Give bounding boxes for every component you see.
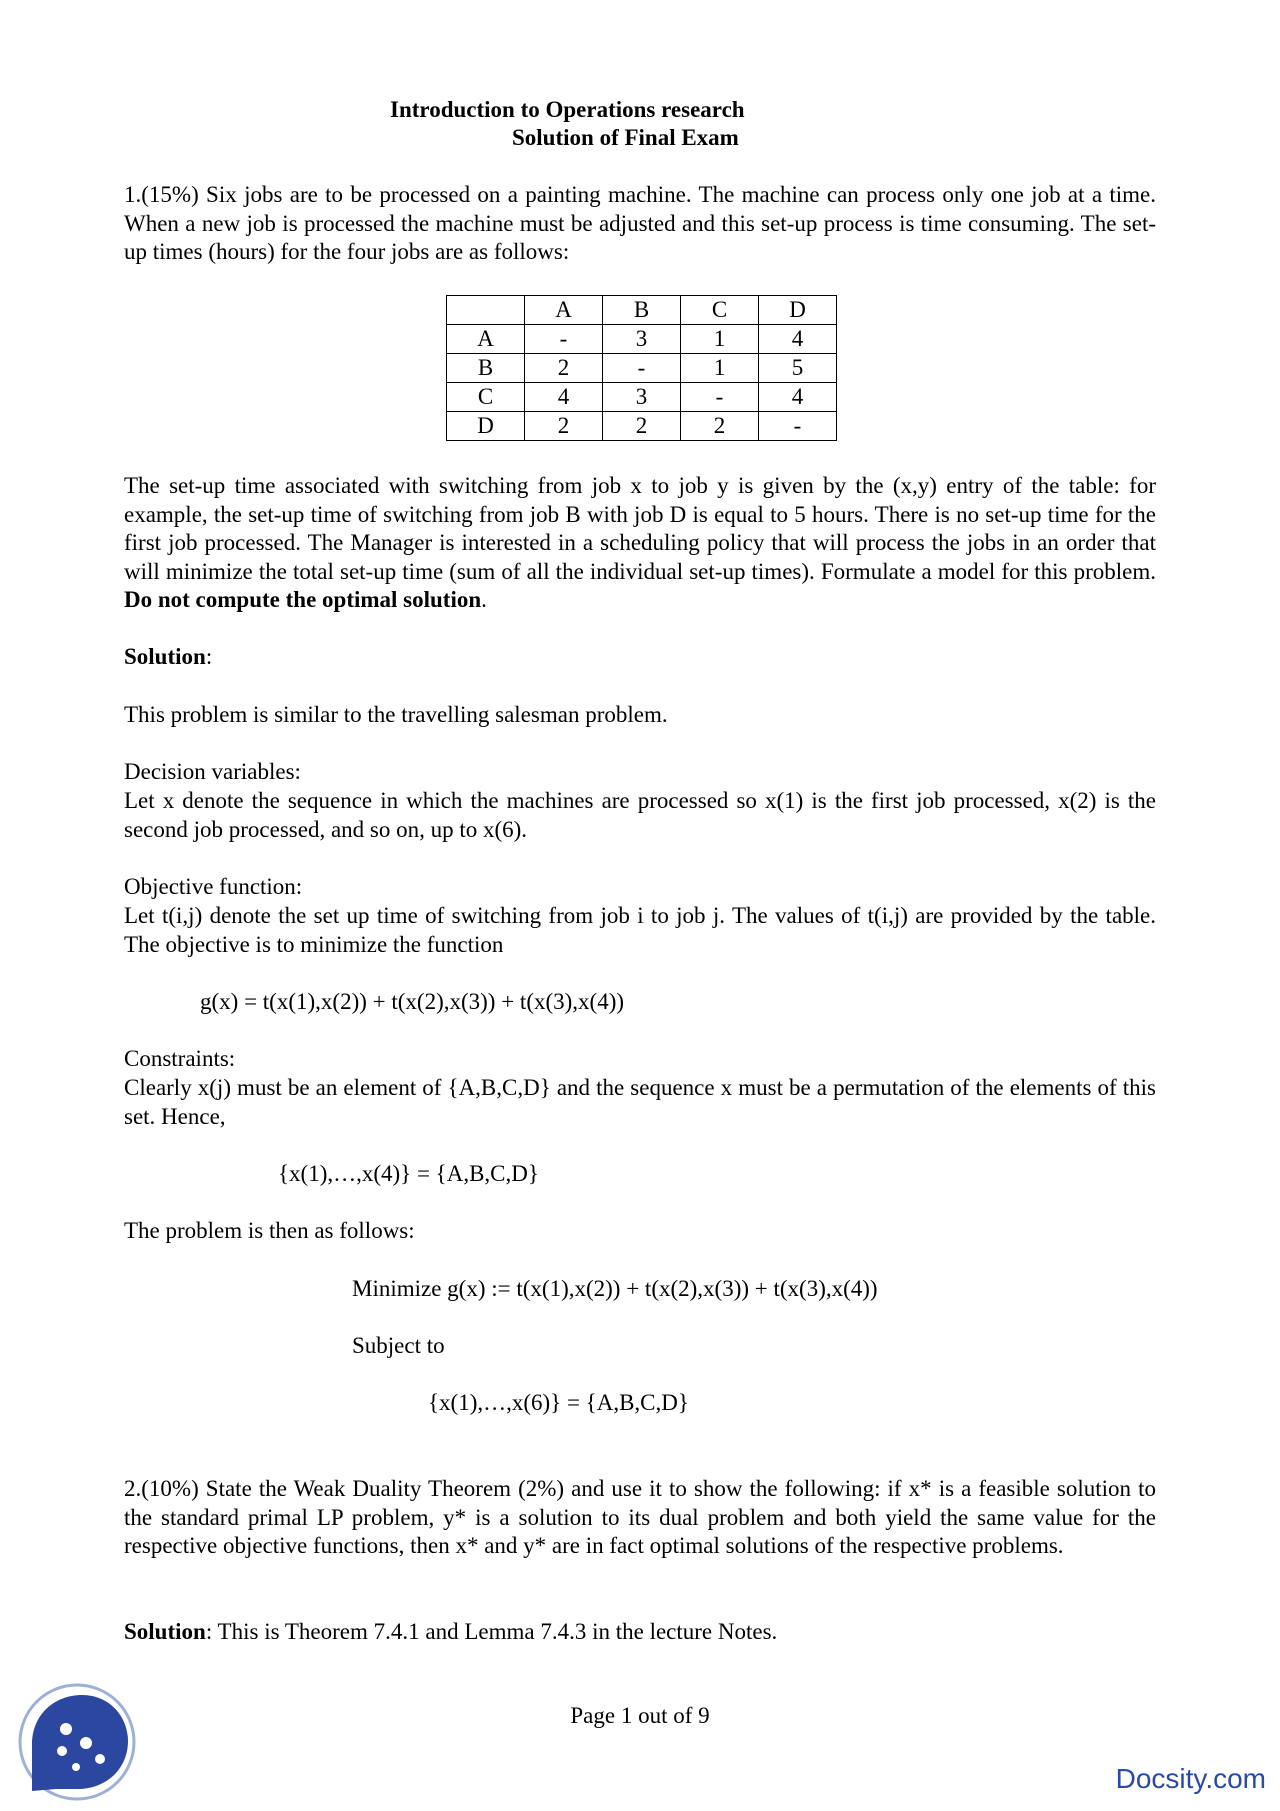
description-text: The set-up time associated with switching from job x to job y is given by the (x,y) entry of the table: for example, the set-up time of switching from job B with job D is equal to 5 hours. There is no set-up time for the first job processed. The Manager is interested in a scheduling policy that will process the jobs in an order that will minimize the total set-up time (sum of all the individual set-up times). Formulate a model for this problem. (124, 473, 1156, 584)
solution-colon: : (205, 644, 213, 669)
table-cell: 4 (759, 325, 837, 354)
table-cell: 5 (759, 354, 837, 383)
table-row (447, 354, 837, 383)
docsity-brand-link[interactable]: Docsity.com (1115, 1763, 1266, 1794)
docsity-logo-icon[interactable] (18, 1683, 136, 1801)
objective-formula: g(x) = t(x(1),x(2)) + t(x(2),x(3)) + t(x(3),x(4)) (200, 989, 625, 1014)
table-header-row (447, 296, 837, 325)
table-cell: 3 (603, 325, 681, 354)
table-cell: 4 (759, 383, 837, 412)
constraints-text: Clearly x(j) must be an element of {A,B,C,D} and the sequence x must be a permutation of the elements of this set. Hence, (124, 1075, 1156, 1129)
table-cell: - (681, 383, 759, 412)
table-header-cell: D (759, 296, 837, 325)
table-header-cell (447, 296, 525, 325)
table-cell: - (603, 354, 681, 383)
table-cell: 4 (525, 383, 603, 412)
question-1-description (124, 472, 1156, 615)
problem-intro: The problem is then as follows: (124, 1218, 415, 1243)
constraint-formula: {x(1),…,x(4)} = {A,B,C,D} (278, 1161, 539, 1186)
table-row-label: B (447, 354, 525, 383)
minimize-formula: Minimize g(x) := t(x(1),x(2)) + t(x(2),x(3)) + t(x(3),x(4)) (352, 1276, 878, 1301)
objective-text: Let t(i,j) denote the set up time of switching from job i to job j. The values of t(i,j) are provided by the table. The objective is to minimize the function (124, 903, 1156, 957)
table-header-cell: B (603, 296, 681, 325)
table-cell: 1 (681, 325, 759, 354)
table-row-label: D (447, 412, 525, 441)
table-cell: 2 (525, 412, 603, 441)
emphasis-text: Do not compute the optimal solution (124, 587, 482, 612)
similar-problem-text: This problem is similar to the travelling salesman problem. (124, 702, 668, 727)
table-row (447, 412, 837, 441)
question-1-intro: 1.(15%) Six jobs are to be processed on a painting machine. The machine can process only one job at a time. When a new job is processed the machine must be adjusted and this set-up process is time consuming. The set-up times (hours) for the four jobs are as follows: (124, 182, 1156, 264)
subject-to-label: Subject to (352, 1333, 445, 1358)
decision-variables-text: Let x denote the sequence in which the machines are processed so x(1) is the first job processed, x(2) is the second job processed, and so on, up to x(6). (124, 788, 1156, 842)
table-row-label: C (447, 383, 525, 412)
document-subtitle: Solution of Final Exam (512, 125, 739, 150)
decision-variables-heading: Decision variables: (124, 759, 301, 784)
setup-times-table (446, 295, 837, 441)
question-2-solution (124, 1618, 1156, 1647)
objective-heading: Objective function: (124, 874, 303, 899)
table-row (447, 383, 837, 412)
table-cell: - (759, 412, 837, 441)
solution-2-label: Solution (124, 1619, 206, 1644)
solution-heading (124, 643, 1156, 672)
table-cell: - (525, 325, 603, 354)
table-cell: 2 (525, 354, 603, 383)
table-cell: 2 (603, 412, 681, 441)
page-number: Page 1 out of 9 (570, 1703, 710, 1728)
final-constraint-formula: {x(1),…,x(6)} = {A,B,C,D} (428, 1390, 689, 1415)
table-header-cell: C (681, 296, 759, 325)
question-2-text: 2.(10%) State the Weak Duality Theorem (2%) and use it to show the following: if x* is a feasible solution to the standard primal LP problem, y* is a solution to its dual problem and both yield the same value for the respective objective functions, then x* and y* are in fact optimal solutions of the respective problems. (124, 1476, 1156, 1558)
solution-label: Solution (124, 644, 206, 669)
table-header-cell: A (525, 296, 603, 325)
table-cell: 1 (681, 354, 759, 383)
table-cell: 3 (603, 383, 681, 412)
constraints-heading: Constraints: (124, 1046, 236, 1071)
solution-2-text: : This is Theorem 7.4.1 and Lemma 7.4.3 in the lecture Notes. (205, 1619, 778, 1644)
table-cell: 2 (681, 412, 759, 441)
emphasis-end: . (481, 587, 487, 612)
document-title: Introduction to Operations research (390, 97, 745, 122)
table-row-label: A (447, 325, 525, 354)
table-row (447, 325, 837, 354)
